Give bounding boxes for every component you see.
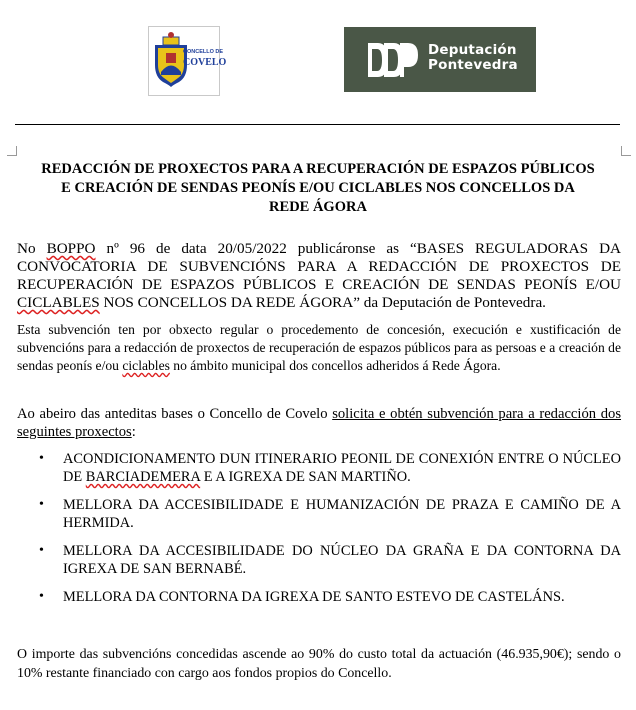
p2-text-c: no ámbito municipal dos concellos adheridos á Rede Ágora.: [169, 358, 501, 373]
deputacion-logo-line1: Deputación: [428, 42, 517, 58]
deputacion-pontevedra-logo: [344, 27, 536, 92]
p1-text-c: nº 96 de data 20/05/2022 publicáronse as “BASES REGULADORAS DA CONVOCATORIA DE SUBVENCIÓNS PARA A REDACCIÓN DE PROXECTOS DE RECUPERACIÓN DE ESPAZOS PÚBLICOS E CREACIÓN DE SENDAS PEONÍS E/OU: [17, 240, 622, 293]
bullet-icon: •: [39, 497, 44, 512]
bullet-icon: •: [39, 543, 44, 558]
item-text-end: E A IGREXA DE SAN MARTIÑO.: [200, 469, 411, 485]
p2-ciclables: ciclables: [122, 358, 170, 373]
header-rule: [15, 124, 620, 125]
p3-text-c: :: [131, 424, 136, 440]
list-item: [17, 450, 621, 486]
item-text: MELLORA DA CONTORNA DA IGREXA DE SANTO ESTEVO DE CASTELÁNS.: [63, 589, 565, 605]
p3-text-a: Ao abeiro das anteditas bases o Concello de Covelo: [17, 406, 333, 422]
item-text: ACONDICIONAMENTO DUN ITINERARIO PEONIL DE CONEXIÓN ENTRE O NÚCLEO DE: [63, 451, 621, 485]
concello-covelo-logo: [148, 26, 227, 96]
p3-underlined: solicita e obtén subvención para a redacción dos seguintes proxectos: [17, 406, 622, 440]
list-item: [17, 542, 621, 578]
deputacion-logo-text: [428, 43, 518, 73]
deputacion-logo-line2: Pontevedra: [428, 57, 518, 73]
item-barciademera: BARCIADEMERA: [85, 469, 201, 485]
item-text: MELLORA DA ACCESIBILIDADE DO NÚCLEO DA GRAÑA E DA CONTORNA DA IGREXA DE SAN BERNABÉ.: [63, 543, 621, 577]
bullet-icon: •: [39, 451, 44, 466]
paragraph-amount: O importe das subvencións concedidas ascende ao 90% do custo total da actuación (46.935,90€); sendo o 10% restante financiado con cargo aos fondos propios do Concello.: [17, 647, 621, 681]
paragraph-request: [17, 405, 621, 441]
p2-text-a: Esta subvención ten por obxecto regular o procedemento de concesión, execución e xustificación de subvencións para a redacción de proxectos de recuperación de espazos públicos para as persoas e a creación de sendas peonís e/ou: [17, 322, 621, 373]
margin-corner-left: [7, 146, 17, 156]
document-title: REDACCIÓN DE PROXECTOS PARA A RECUPERACIÓN DE ESPAZOS PÚBLICOS E CREACIÓN DE SENDAS PEONÍS E/OU CICLABLES NOS CONCELLOS DA REDE ÁGORA: [41, 161, 595, 215]
deputacion-mark-icon: [366, 41, 420, 79]
project-list: [17, 450, 621, 616]
item-text: MELLORA DA ACCESIBILIDADE E HUMANIZACIÓN DE PRAZA E CAMIÑO DE A HERMIDA.: [63, 497, 621, 531]
p1-boppo: BOPPO: [46, 240, 96, 257]
margin-corner-right: [621, 146, 631, 156]
bullet-icon: •: [39, 589, 44, 604]
covelo-logo-line2: COVELO: [183, 57, 227, 68]
list-item: [17, 588, 621, 606]
paragraph-boppo: [17, 240, 621, 312]
p1-text-a: No: [17, 240, 47, 257]
p1-text-e: NOS CONCELLOS DA REDE ÁGORA” da Deputación de Pontevedra.: [99, 294, 546, 311]
p1-ciclables: CICLABLES: [17, 294, 100, 311]
list-item: [17, 496, 621, 532]
paragraph-objective: [17, 321, 621, 375]
covelo-logo-line1: CONCELLO DE: [183, 49, 224, 55]
